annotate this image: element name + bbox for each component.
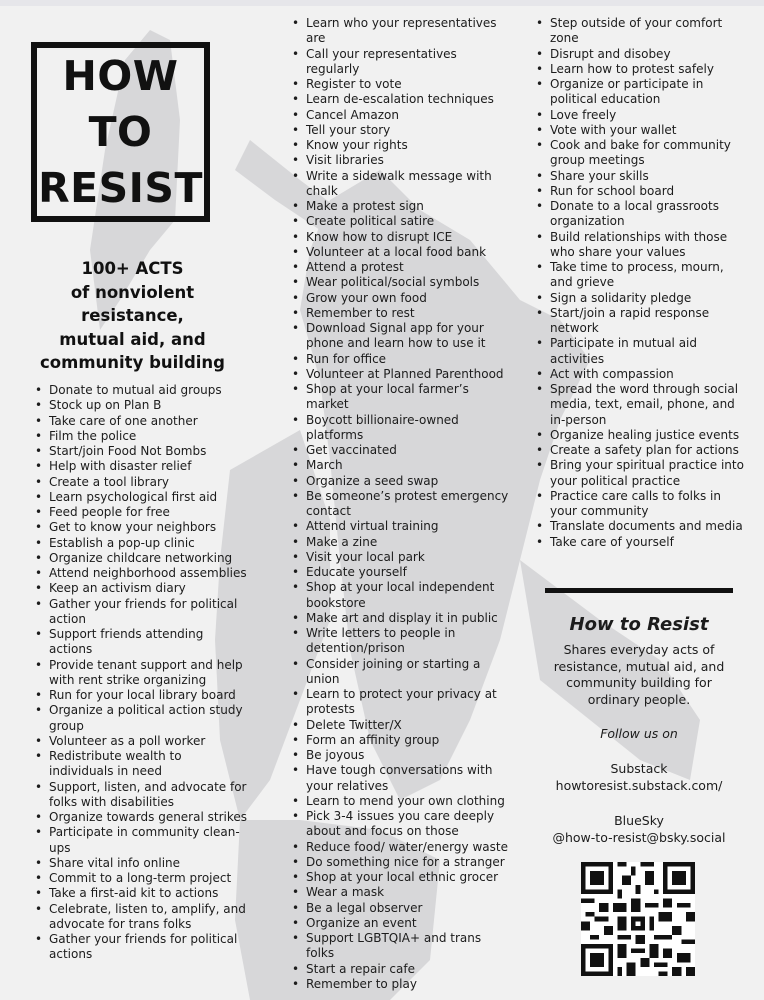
list-item: • Create political satire	[289, 214, 511, 229]
promo-box	[545, 612, 733, 846]
list-item: • Volunteer at Planned Parenthood	[289, 367, 511, 382]
list-item: • Gather your friends for political action	[32, 597, 248, 628]
list-item: • Practice care calls to folks in your community	[533, 489, 745, 520]
list-item: • Get vaccinated	[289, 443, 511, 458]
list-item: • Spread the word through social media, text, email, phone, and in-person	[533, 382, 745, 428]
list-item: • Start a repair cafe	[289, 962, 511, 977]
title-line-1: HOW	[62, 52, 179, 100]
list-item: • Wear political/social symbols	[289, 275, 511, 290]
promo-title: How to Resist	[569, 614, 709, 635]
list-item: • Register to vote	[289, 77, 511, 92]
list-item: • Run for school board	[533, 184, 745, 199]
list-item: • Create a tool library	[32, 475, 248, 490]
title-box	[31, 42, 210, 222]
list-item: • Be someone’s protest emergency contact	[289, 489, 511, 520]
list-item: • Write letters to people in detention/prison	[289, 626, 511, 657]
list-item: • Celebrate, listen to, amplify, and advocate for trans folks	[32, 902, 248, 933]
list-item: • Remember to play	[289, 977, 511, 992]
list-item: • Learn to protect your privacy at protests	[289, 687, 511, 718]
list-item: • Shop at your local ethnic grocer	[289, 870, 511, 885]
list-item: • Feed people for free	[32, 505, 248, 520]
list-item: • Organize a political action study group	[32, 703, 248, 734]
list-item: • Organize an event	[289, 916, 511, 931]
list-item: • Vote with your wallet	[533, 123, 745, 138]
list-item: • Delete Twitter/X	[289, 718, 511, 733]
list-item: • Redistribute wealth to individuals in need	[32, 749, 248, 780]
list-item: • Take care of yourself	[533, 535, 745, 550]
list-item: • Wear a mask	[289, 885, 511, 900]
list-item: • Share vital info online	[32, 856, 248, 871]
list-item: • Share your skills	[533, 169, 745, 184]
list-item: • Film the police	[32, 429, 248, 444]
list-item: • Run for your local library board	[32, 688, 248, 703]
list-item: • Translate documents and media	[533, 519, 745, 534]
list-item: • Attend neighborhood assemblies	[32, 566, 248, 581]
subtitle	[30, 257, 235, 375]
list-item: • Act with compassion	[533, 367, 745, 382]
substack-link[interactable]: howtoresist.substack.com/	[555, 778, 723, 793]
list-item: • Organize childcare networking	[32, 551, 248, 566]
promo-description: Shares everyday acts of resistance, mutual aid, and community building for ordinary people.	[553, 642, 725, 707]
list-item: • Educate yourself	[289, 565, 511, 580]
list-item: • Commit to a long-term project	[32, 871, 248, 886]
list-item: • Establish a pop-up clinic	[32, 536, 248, 551]
list-item: • Take time to process, mourn, and grieve	[533, 260, 745, 291]
list-item: • Support friends attending actions	[32, 627, 248, 658]
list-item: • Pick 3-4 issues you care deeply about and focus on those	[289, 809, 511, 840]
list-item: • Build relationships with those who share your values	[533, 230, 745, 261]
list-item: • Donate to a local grassroots organization	[533, 199, 745, 230]
list-item: • Keep an activism diary	[32, 581, 248, 596]
list-item: • Visit your local park	[289, 550, 511, 565]
list-item: • Organize a seed swap	[289, 474, 511, 489]
title-line-2: TO	[88, 108, 153, 156]
list-item: • Donate to mutual aid groups	[32, 383, 248, 398]
list-item: • Step outside of your comfort zone	[533, 16, 745, 47]
bluesky-handle[interactable]: @how-to-resist@bsky.social	[552, 830, 726, 845]
list-item: • Be a legal observer	[289, 901, 511, 916]
list-item: • Organize towards general strikes	[32, 810, 248, 825]
list-item: • Stock up on Plan B	[32, 398, 248, 413]
subtitle-line: community building	[40, 353, 225, 372]
list-item: • Have tough conversations with your relatives	[289, 763, 511, 794]
list-item: • Participate in community clean-ups	[32, 825, 248, 856]
list-item: • Take a first-aid kit to actions	[32, 886, 248, 901]
follow-us-label: Follow us on	[600, 726, 678, 741]
subtitle-line: of nonviolent	[70, 282, 195, 302]
list-item: • Visit libraries	[289, 153, 511, 168]
list-item: • Get to know your neighbors	[32, 520, 248, 535]
list-item: • Bring your spiritual practice into your political practice	[533, 458, 745, 489]
list-item: • Attend a protest	[289, 260, 511, 275]
list-item: • Cancel Amazon	[289, 108, 511, 123]
list-item: • Support LGBTQIA+ and trans folks	[289, 931, 511, 962]
subtitle-line: resistance,	[81, 306, 184, 325]
list-item: • Do something nice for a stranger	[289, 855, 511, 870]
list-item: • Make a zine	[289, 535, 511, 550]
list-item: • Start/join Food Not Bombs	[32, 444, 248, 459]
acts-list-column-2	[289, 16, 511, 992]
list-item: • Know your rights	[289, 138, 511, 153]
list-item: • Write a sidewalk message with chalk	[289, 169, 511, 200]
list-item: • Learn how to protest safely	[533, 62, 745, 77]
list-item: • Sign a solidarity pledge	[533, 291, 745, 306]
list-item: • Disrupt and disobey	[533, 47, 745, 62]
list-item: • Start/join a rapid response network	[533, 306, 745, 337]
list-item: • Learn who your representatives are	[289, 16, 511, 47]
list-item: • Learn to mend your own clothing	[289, 794, 511, 809]
list-item: • Shop at your local farmer’s market	[289, 382, 511, 413]
list-item: • Remember to rest	[289, 306, 511, 321]
substack-label: Substack	[610, 761, 668, 776]
list-item: • Organize or participate in political education	[533, 77, 745, 108]
list-item: • Cook and bake for community group meetings	[533, 138, 745, 169]
list-item: • Form an affinity group	[289, 733, 511, 748]
list-item: • March	[289, 458, 511, 473]
list-item: • Support, listen, and advocate for folks with disabilities	[32, 780, 248, 811]
acts-list-column-1	[32, 383, 248, 963]
title-line-3: RESIST	[38, 164, 203, 212]
list-item: • Run for office	[289, 352, 511, 367]
divider	[545, 588, 733, 593]
list-item: • Grow your own food	[289, 291, 511, 306]
list-item: • Boycott billionaire-owned platforms	[289, 413, 511, 444]
list-item: • Attend virtual training	[289, 519, 511, 534]
list-item: • Provide tenant support and help with rent strike organizing	[32, 658, 248, 689]
list-item: • Learn de-escalation techniques	[289, 92, 511, 107]
list-item: • Consider joining or starting a union	[289, 657, 511, 688]
bluesky-label: BlueSky	[614, 813, 664, 828]
list-item: • Learn psychological first aid	[32, 490, 248, 505]
list-item: • Help with disaster relief	[32, 459, 248, 474]
list-item: • Make art and display it in public	[289, 611, 511, 626]
subtitle-line: mutual aid, and	[59, 329, 206, 349]
list-item: • Be joyous	[289, 748, 511, 763]
list-item: • Know how to disrupt ICE	[289, 230, 511, 245]
list-item: • Download Signal app for your phone and learn how to use it	[289, 321, 511, 352]
list-item: • Reduce food/ water/energy waste	[289, 840, 511, 855]
list-item: • Create a safety plan for actions	[533, 443, 745, 458]
acts-list-column-3	[533, 16, 745, 550]
list-item: • Tell your story	[289, 123, 511, 138]
list-item: • Volunteer as a poll worker	[32, 734, 248, 749]
list-item: • Make a protest sign	[289, 199, 511, 214]
subtitle-line: 100+ ACTS	[81, 259, 184, 278]
qr-code-icon[interactable]	[581, 862, 695, 976]
list-item: • Participate in mutual aid activities	[533, 336, 745, 367]
list-item: • Volunteer at a local food bank	[289, 245, 511, 260]
top-strip	[0, 0, 764, 6]
list-item: • Organize healing justice events	[533, 428, 745, 443]
list-item: • Gather your friends for political actions	[32, 932, 248, 963]
list-item: • Love freely	[533, 108, 745, 123]
list-item: • Take care of one another	[32, 414, 248, 429]
list-item: • Shop at your local independent bookstore	[289, 580, 511, 611]
list-item: • Call your representatives regularly	[289, 47, 511, 78]
